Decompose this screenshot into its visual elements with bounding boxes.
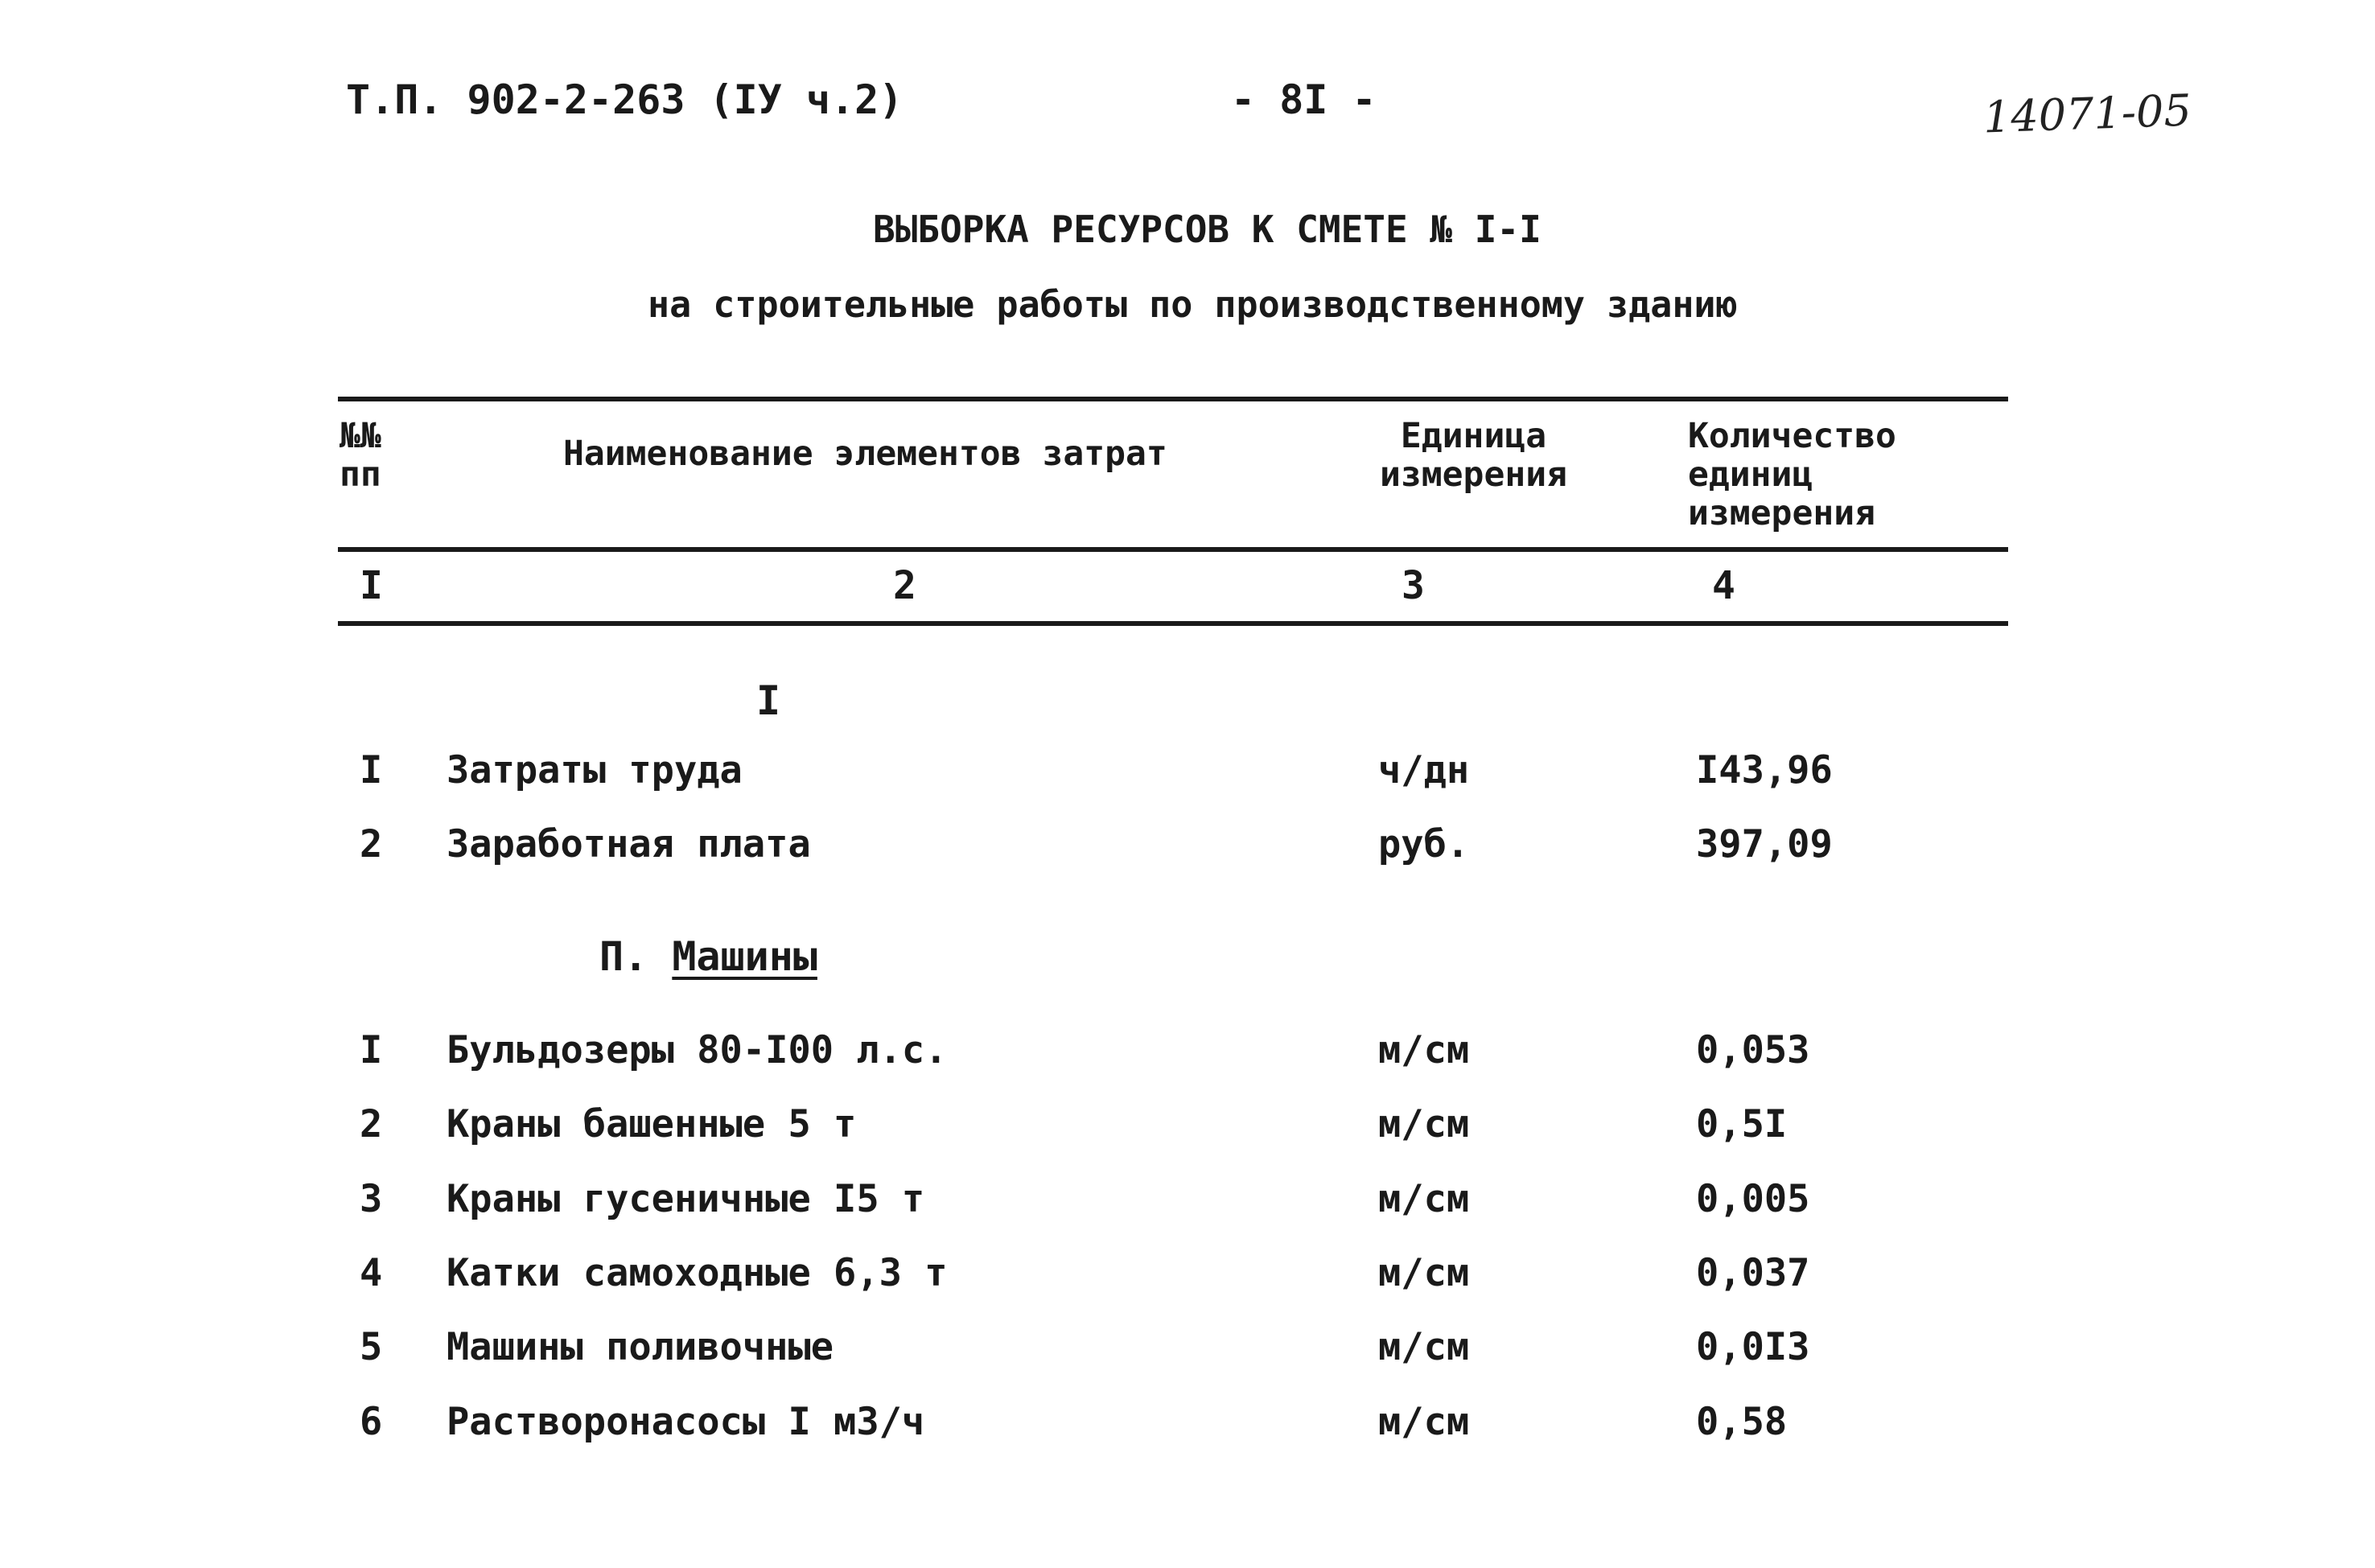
header-quantity <box>1688 417 1896 533</box>
column-number-2: 2 <box>893 563 916 608</box>
document-subtitle: на строительные работы по производственному зданию <box>648 283 1738 326</box>
row-name: Краны башенные 5 т <box>447 1102 857 1146</box>
section-title-machines <box>599 933 817 980</box>
row-quantity: I43,96 <box>1696 748 1833 792</box>
row-unit: м/см <box>1378 1251 1470 1295</box>
document-reference: Т.П. 902-2-263 (IУ ч.2) <box>346 76 903 123</box>
table-columns-rule <box>338 621 2008 626</box>
header-cost-element-name: Наименование элементов затрат <box>563 434 1167 474</box>
row-quantity: 0,053 <box>1696 1028 1810 1072</box>
header-unit-of-measure <box>1380 417 1567 494</box>
table-top-rule <box>338 397 2008 401</box>
header-unit-line-1: Единица <box>1400 416 1547 456</box>
table-row <box>0 1251 2375 1299</box>
row-name: Краны гусеничные I5 т <box>447 1177 925 1221</box>
header-qty-line-2: единиц <box>1688 455 1813 495</box>
page-number: - 8I - <box>1231 76 1377 123</box>
row-name: Заработная плата <box>447 822 811 866</box>
archive-number-handwritten: 14071-05 <box>1982 84 2192 143</box>
row-unit: м/см <box>1378 1028 1470 1072</box>
row-unit: м/см <box>1378 1325 1470 1369</box>
row-number: I <box>360 748 383 792</box>
row-number: 2 <box>360 1102 383 1146</box>
column-number-4: 4 <box>1712 563 1735 608</box>
table-row <box>0 1400 2375 1448</box>
header-num-line-1: №№ <box>340 416 381 456</box>
row-quantity: 0,0I3 <box>1696 1325 1810 1369</box>
header-qty-line-1: Количество <box>1688 416 1896 456</box>
table-row <box>0 1028 2375 1076</box>
row-number: 6 <box>360 1400 383 1444</box>
row-quantity: 0,005 <box>1696 1177 1810 1221</box>
row-number: 3 <box>360 1177 383 1221</box>
row-unit: ч/дн <box>1378 748 1470 792</box>
row-number: 2 <box>360 822 383 866</box>
row-name: Затраты труда <box>447 748 743 792</box>
table-row <box>0 1325 2375 1373</box>
row-number: 4 <box>360 1251 383 1295</box>
table-row <box>0 822 2375 870</box>
row-unit: м/см <box>1378 1102 1470 1146</box>
table-header-rule <box>338 547 2008 552</box>
row-number: I <box>360 1028 383 1072</box>
header-qty-line-3: измерения <box>1688 493 1875 533</box>
row-quantity: 0,58 <box>1696 1400 1788 1444</box>
table-row <box>0 748 2375 796</box>
column-number-3: 3 <box>1402 563 1425 608</box>
row-quantity: 397,09 <box>1696 822 1833 866</box>
row-quantity: 0,037 <box>1696 1251 1810 1295</box>
row-unit: м/см <box>1378 1400 1470 1444</box>
row-name: Машины поливочные <box>447 1325 834 1369</box>
row-name: Бульдозеры 80-I00 л.с. <box>447 1028 948 1072</box>
header-unit-line-2: измерения <box>1380 455 1567 495</box>
row-name: Катки самоходные 6,3 т <box>447 1251 948 1295</box>
row-unit: м/см <box>1378 1177 1470 1221</box>
table-row <box>0 1177 2375 1225</box>
table-row <box>0 1102 2375 1150</box>
row-quantity: 0,5I <box>1696 1102 1788 1146</box>
row-name: Растворонасосы I м3/ч <box>447 1400 925 1444</box>
row-number: 5 <box>360 1325 383 1369</box>
section-title-labor: I <box>756 677 781 724</box>
row-unit: руб. <box>1378 822 1470 866</box>
section-name: Машины <box>672 933 817 980</box>
column-number-1: I <box>360 563 383 608</box>
header-num-line-2: пп <box>340 455 381 495</box>
section-number: П. <box>599 933 673 980</box>
header-row-number <box>340 417 381 494</box>
document-title: ВЫБОРКА РЕСУРСОВ К СМЕТЕ № I-I <box>873 208 1541 251</box>
